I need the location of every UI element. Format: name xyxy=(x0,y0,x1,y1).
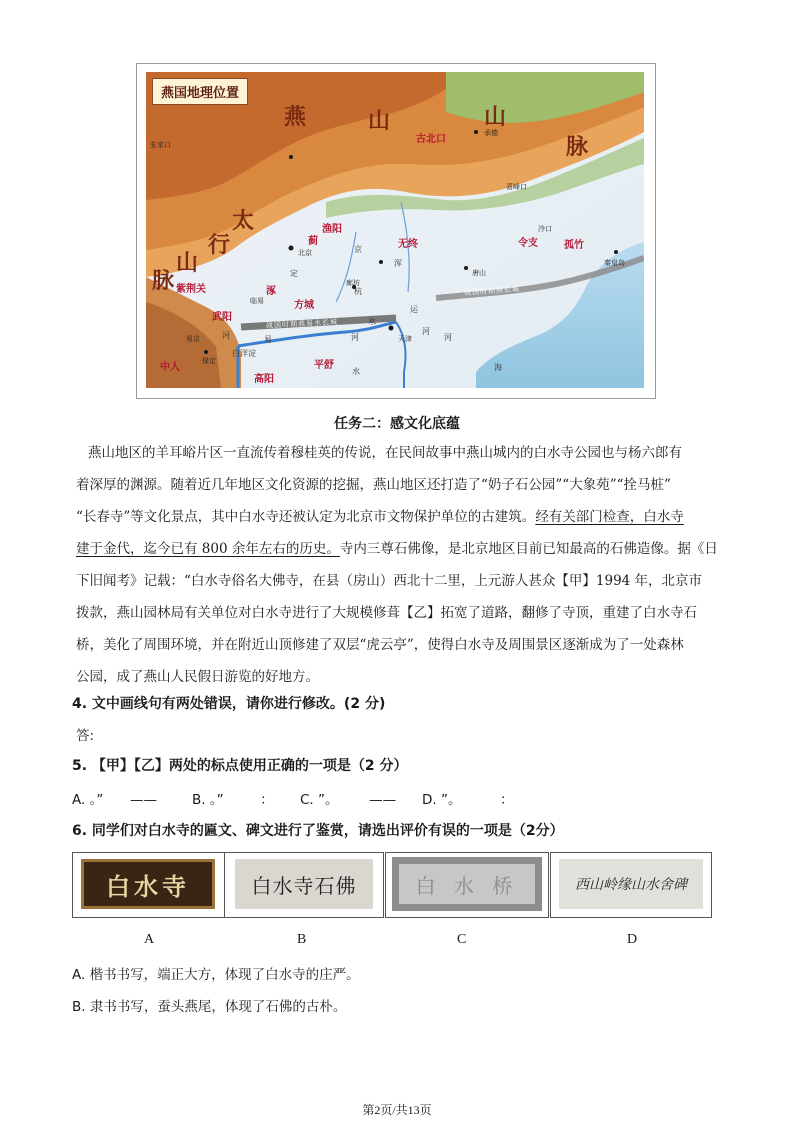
q6-answer-a: A. 楷书书写，端正大方，体现了白水寺的庄严。 xyxy=(72,967,360,983)
q5-option-a xyxy=(72,788,157,808)
q5-c-letter: C. xyxy=(300,792,314,808)
task-title: 任务二：感文化底蕴 xyxy=(334,416,460,432)
page-footer: 第2页/共13页 xyxy=(362,1103,432,1117)
para-line-4 xyxy=(76,537,718,557)
map-label-shan-3: 山 xyxy=(176,251,199,276)
city-lingzhi: 令支 xyxy=(518,238,538,249)
q5-option-d xyxy=(422,788,514,808)
plaque-b-text: 白水寺石佛 xyxy=(251,873,357,898)
plaque-c xyxy=(392,857,542,911)
map-label-shan-2: 山 xyxy=(484,105,507,130)
map-label-shan-1: 山 xyxy=(368,109,391,134)
q5-a-mark2: —— xyxy=(129,792,157,808)
map-label-mai-2: 脉 xyxy=(152,269,175,294)
city-xifengkou: 喜峰口 xyxy=(506,183,527,191)
para-line-3 xyxy=(76,505,684,525)
river-yun: 运 xyxy=(410,305,418,314)
q5-option-c xyxy=(300,788,396,808)
river-he-4: 河 xyxy=(222,331,230,340)
caption-a: A xyxy=(144,932,155,947)
river-he-3: 河 xyxy=(444,333,452,342)
city-linyi: 临易 xyxy=(250,297,264,305)
image-c-frame xyxy=(385,852,549,918)
underlined-sentence-part-2: 建于金代，迄今已有 800 余年左右的历史。 xyxy=(76,541,340,557)
para-line-8: 公园，成了燕山人民假日游览的好地方。 xyxy=(76,669,319,685)
question-4: 4. 文中画线句有两处错误，请你进行修改。(2 分) xyxy=(72,696,386,712)
river-jing: 京 xyxy=(354,245,362,254)
yan-state-map xyxy=(146,72,644,388)
city-yuyang: 渔阳 xyxy=(322,224,342,235)
city-gaoyang: 高阳 xyxy=(254,374,274,385)
city-gubeikou: 古北口 xyxy=(416,134,446,145)
q5-c-mark1: ”。 xyxy=(318,792,339,808)
para-line-4-b: 寺内三尊石佛像，是北京地区目前已知最高的石佛造像。据《日 xyxy=(339,541,718,557)
para-line-3-a: “长春寺”等文化景点，其中白水寺还被认定为北京市文物保护单位的古建筑。 xyxy=(76,509,536,525)
river-shui-2: 水 xyxy=(352,367,360,376)
river-hang: 杭 xyxy=(354,287,362,296)
city-baoding: 保定 xyxy=(202,357,216,365)
city-lengkou: 冷口 xyxy=(538,225,552,233)
underlined-sentence-part-1: 经有关部门检查，白水寺 xyxy=(535,509,684,525)
city-pingshu: 平舒 xyxy=(314,360,334,371)
plaque-a xyxy=(81,859,215,909)
q6-answer-b: B. 隶书书写，蚕头燕尾，体现了石佛的古朴。 xyxy=(72,999,347,1015)
question-6: 6. 同学们对白水寺的匾文、碑文进行了鉴赏，请选出评价有误的一项是（2分） xyxy=(72,823,564,839)
map-label-tai: 太 xyxy=(232,209,255,234)
para-line-6: 拨款，燕山园林局有关单位对白水寺进行了大规模修葺【乙】拓宽了道路，翻修了寺顶，重建了白水寺石 xyxy=(76,605,697,621)
city-beijing: 北京 xyxy=(298,249,312,257)
question-5: 5. 【甲】【乙】两处的标点使用正确的一项是（2 分） xyxy=(72,758,408,774)
map-label-yan: 燕 xyxy=(284,105,307,130)
city-ji: 蓟 xyxy=(308,236,318,247)
para-line-7: 桥，美化了周围环境，并在附近山顶修建了双层“虎云亭”，使得白水寺及周围景区逐渐成为了一处森林 xyxy=(76,637,684,653)
para-line-1: 燕山地区的羊耳峪片区一直流传着穆桂英的传说，在民间故事中燕山城内的白水寺公园也与杨六郎有 xyxy=(88,445,682,461)
city-chengde: 承德 xyxy=(484,129,498,137)
city-wuyang: 武阳 xyxy=(212,312,232,323)
q5-d-letter: D. xyxy=(422,792,437,808)
q5-d-mark1: ”。 xyxy=(440,792,462,808)
city-tianjin: 天津 xyxy=(398,335,412,343)
q5-b-letter: B. xyxy=(192,792,206,808)
plaque-c-text: 白 水 桥 xyxy=(415,873,519,898)
river-hun: 浑 xyxy=(394,259,402,268)
image-d-frame xyxy=(550,852,712,918)
river-ding: 定 xyxy=(290,269,298,278)
image-b-frame xyxy=(224,852,384,918)
q5-c-mark2: —— xyxy=(369,792,397,808)
caption-b: B xyxy=(297,932,307,947)
plaque-d xyxy=(559,859,703,909)
plaque-a-text: 白水寺 xyxy=(106,871,190,901)
river-he-1: 河 xyxy=(422,327,430,336)
wall-label-north: 战国时期燕长城 xyxy=(463,285,521,297)
city-langfang: 廊坊 xyxy=(346,279,360,287)
river-yi: 易 xyxy=(264,335,272,344)
q5-b-mark2: ： xyxy=(260,792,274,808)
wall-label-yishui: 战国时期燕易水长城 xyxy=(265,318,339,330)
answer-label: 答: xyxy=(76,728,95,744)
caption-d: D xyxy=(627,932,638,947)
q5-a-letter: A. xyxy=(72,792,86,808)
river-he-2: 河 xyxy=(351,333,359,342)
plaque-d-text: 西山岭缘山水舍碑 xyxy=(575,877,687,893)
city-zhangjiakou: 张家口 xyxy=(150,141,171,149)
para-line-5: 下旧闻考》记载：“白水寺俗名大佛寺，在县（房山）西北十二里，上元游人甚众【甲】1994 年，北京市 xyxy=(76,573,703,589)
sea-label: 海 xyxy=(494,363,502,372)
map-label-xing: 行 xyxy=(208,233,231,258)
river-shui-1: 水 xyxy=(368,317,376,326)
map-label-mai-1: 脉 xyxy=(566,135,589,160)
q5-d-mark2: ： xyxy=(500,792,514,808)
city-wuzhong: 无终 xyxy=(398,239,418,250)
para-line-2: 着深厚的渊源。随着近几年地区文化资源的挖掘，燕山地区还打造了“奶子石公园”“大象苑”“拴马桩” xyxy=(76,477,671,493)
q5-a-mark1: 。” xyxy=(89,792,104,808)
plaque-b xyxy=(235,859,373,909)
q5-option-b xyxy=(192,788,274,808)
city-qinhuangdao: 秦皇岛 xyxy=(604,259,625,267)
image-a-frame xyxy=(72,852,226,918)
city-tangshan: 唐山 xyxy=(472,269,486,277)
city-zijingguan: 紫荆关 xyxy=(176,284,206,295)
city-yijing: 易京 xyxy=(186,335,200,343)
city-zhuo: 涿 xyxy=(266,286,276,297)
city-zhongren: 中人 xyxy=(160,362,180,373)
caption-c: C xyxy=(457,932,467,947)
q5-b-mark1: 。” xyxy=(209,792,224,808)
map-title: 燕国地理位置 xyxy=(152,78,248,105)
city-fangcheng: 方城 xyxy=(294,300,314,311)
lake-baiyangdian: 白洋淀 xyxy=(232,349,256,358)
city-guzhu: 孤竹 xyxy=(564,240,584,251)
